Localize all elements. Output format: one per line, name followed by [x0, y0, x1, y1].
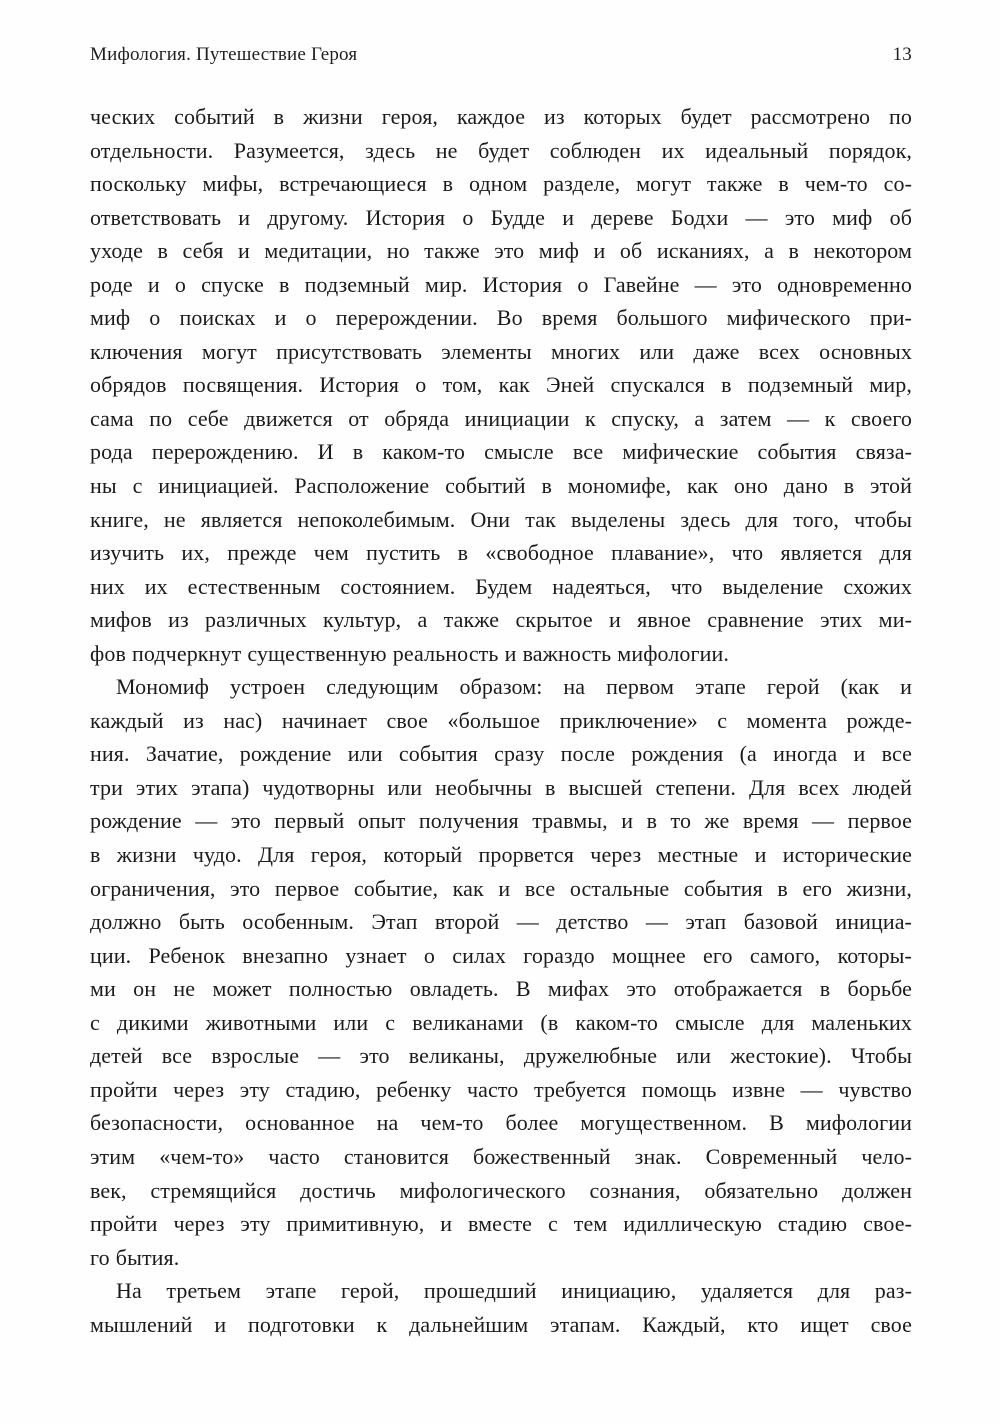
text-line: ческих событий в жизни героя, каждое из которых будет рассмотрено по: [90, 104, 912, 129]
text-line: пройти через эту примитивную, и вместе с тем идиллическую стадию свое-: [90, 1211, 912, 1237]
text-line: ны с инициацией. Расположение событий в мономифе, как оно дано в этой: [90, 473, 912, 499]
text-line: с дикими животными или с великанами (в каком-то смысле для маленьких: [90, 1009, 912, 1035]
text-line: поскольку мифы, встречающиеся в одном разделе, могут также в чем-то со-: [90, 171, 912, 197]
text-line: ограничения, это первое событие, как и все остальные события в его жизни,: [90, 875, 912, 901]
text-line: ответствовать и другому. История о Будде и дереве Бодхи — это миф об: [90, 204, 912, 230]
text-line: пройти через эту стадию, ребенку часто требуется помощь извне — чувство: [90, 1076, 912, 1102]
text-line: три этих этапа) чудотворны или необычны в высшей степени. Для всех людей: [90, 774, 912, 800]
text-line: мифов из различных культур, а также скрытое и явное сравнение этих ми-: [90, 607, 912, 633]
text-line: ции. Ребенок внезапно узнает о силах гораздо мощнее его самого, которы-: [90, 942, 912, 968]
text-line: отдельности. Разумеется, здесь не будет соблюден их идеальный порядок,: [90, 137, 912, 163]
text-line: рода перерождению. И в каком-то смысле все мифические события связа-: [90, 439, 912, 465]
page-header: [90, 44, 912, 66]
text-line: миф о поисках и о перерождении. Во время большого мифического при-: [90, 305, 912, 331]
text-line: сама по себе движется от обряда инициации к спуску, а затем — к своего: [90, 405, 912, 431]
text-line: век, стремящийся достичь мифологического сознания, обязательно должен: [90, 1177, 912, 1203]
text-line: них их естественным состоянием. Будем надеяться, что выделение схожих: [90, 573, 912, 599]
page-number: 13: [892, 44, 912, 65]
running-title: Мифология. Путешествие Героя: [90, 44, 358, 65]
text-line: в жизни чудо. Для героя, который прорвется через местные и исторические: [90, 842, 912, 868]
paragraph: [90, 670, 912, 1274]
text-line: ния. Зачатие, рождение или события сразу после рождения (а иногда и все: [90, 741, 912, 767]
text-line: детей все взрослые — это великаны, дружелюбные или жестокие). Чтобы: [90, 1043, 912, 1069]
text-line: роде и о спуске в подземный мир. История о Гавейне — это одновременно: [90, 271, 912, 297]
text-line: безопасности, основанное на чем-то более могущественном. В мифологии: [90, 1110, 912, 1136]
text-line: го бытия.: [90, 1244, 180, 1270]
text-line: мышлений и подготовки к дальнейшим этапам. Каждый, кто ищет свое: [90, 1311, 912, 1337]
text-line: Мономиф устроен следующим образом: на первом этапе герой (как и: [116, 674, 912, 700]
text-line: должно быть особенным. Этап второй — детство — этап базовой инициа-: [90, 909, 912, 935]
text-line: уходе в себя и медитации, но также это миф и об исканиях, а в некотором: [90, 238, 912, 264]
text-line: этим «чем-то» часто становится божественный знак. Современный чело-: [90, 1143, 912, 1169]
text-line: обрядов посвящения. История о том, как Эней спускался в подземный мир,: [90, 372, 912, 398]
text-line: ключения могут присутствовать элементы многих или даже всех основных: [90, 338, 912, 364]
text-line: каждый из нас) начинает свое «большое приключение» с момента рожде-: [90, 707, 912, 733]
text-line: изучить их, прежде чем пустить в «свободное плавание», что является для: [90, 540, 912, 566]
paragraph: [90, 100, 912, 670]
body-text: [90, 100, 912, 1341]
text-line: фов подчеркнут существенную реальность и важность мифологии.: [90, 640, 730, 666]
text-line: ми он не может полностью овладеть. В мифах это отображается в борьбе: [90, 976, 912, 1002]
text-line: книге, не является непоколебимым. Они так выделены здесь для того, чтобы: [90, 506, 912, 532]
paragraph: [90, 1274, 912, 1341]
text-line: рождение — это первый опыт получения травмы, и в то же время — первое: [90, 808, 912, 834]
text-line: На третьем этапе герой, прошедший инициацию, удаляется для раз-: [116, 1278, 912, 1304]
